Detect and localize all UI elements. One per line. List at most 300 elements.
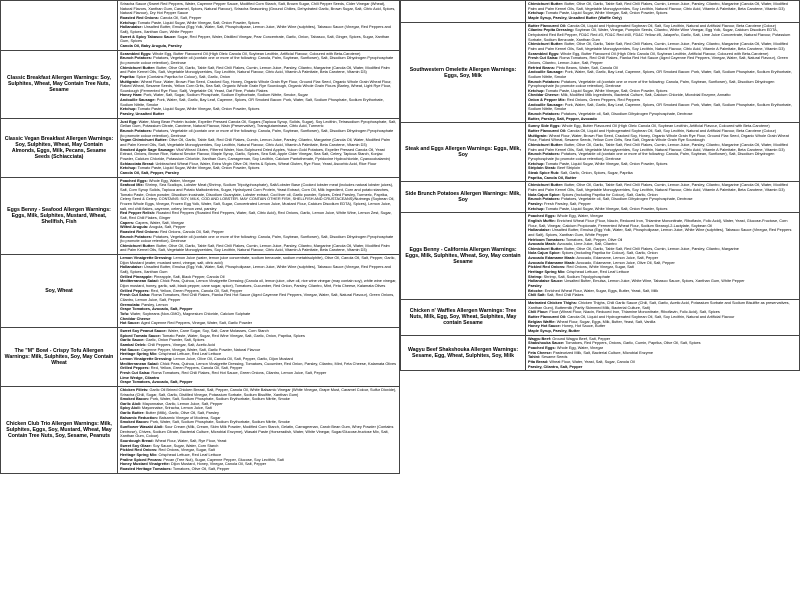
ingredient-item [120,2,397,16]
ingredient-label: Avocado Edamame Mash: [528,260,576,265]
ingredient-label: Butter Flavoured Oil: [528,129,567,134]
ingredient-text: Enriched Wheat Flour (Flour, Niacin, Reduced Iron, Thiamine Mononitrate, Riboflavin, Folic Acid), Water, Yeast, Glucose-Fructose, Corn Flour, Salt, Vinegar, Calcium Propionate, Fermented Wheat Flour, Sodium Stearoyl-2-Lactylate, Soybean Oil [528,218,788,228]
ingredient-text: Arugula, Salt, Pepper [149,225,186,230]
ingredient-label: Parsley: [528,201,543,206]
ingredient-text: Roma Tomatoes, Red Chili Flakes, Red Hot Sauce, Green Onions, Cilantro, Lemon Juice, Salt, Pepper [151,370,327,375]
ingredient-label: Andouille Sausage: [120,98,156,103]
dish-row [401,213,800,300]
ingredient-text: Butter, Olive Oil, Garlic, Table Salt, Red Chili Flakes, Cumin, Lemon Juice, Parsley, Cilantro, Margarine (Canola Oil, Water, Modified Palm and Palm Kernel Oils, Salt, Vegetable Monoglycerides, Soy Lecithin, Natural Flavour, Citric Acid, Vitamin A Palmitate, Beta Carotene, Vitamin D3) [120,243,390,253]
ingredient-item [528,70,797,79]
ingredient-label: Shrimp: [528,274,543,279]
ingredient-label: Parsley [528,284,542,289]
ingredient-text: Unbleached Wheat Flour, Water, Extra Virgin Olive Oil, Herbs & Spices, Wheat Gluten, Rye Flour, Yeast, Ascorbic Acid, Rice Flour [155,161,377,166]
allergen-table-left [0,0,400,474]
ingredient-label: Maple Syrup, Parsley, Unsalted Butter (Waffle Only) [528,15,622,20]
ingredient-list [118,177,400,255]
ingredient-label: Refried Beans: [528,65,556,70]
ingredient-label: Shakshouka Sauce: [528,341,565,346]
ingredient-text: Whole Egg, Water, Vinegar [556,214,604,219]
ingredient-item [120,44,397,49]
ingredient-label: English Muffin: [528,218,556,223]
ingredient-text: Tomatoes, Red Peppers, Onions, Garlic, Cumin, Paprika, Olive Oil, Salt, Spices [565,341,701,346]
ingredient-text: Canola Oil, Salt, Pepper [160,15,202,20]
ingredient-text: Roma Tomatoes, Red Chili Flakes, Fianka Red Hot Sauce (Aged Cayenne Red Peppers, Vinegar, Water, Salt, Natural Flavour), Green Onions, Cilantro, Lemon Juice, Salt, Pepper [528,56,788,65]
ingredient-text: Water, Cane Sugar, Soy, Salt, Cane Molasses, Corn Starch [167,328,269,333]
ingredient-item [120,321,397,326]
ingredient-label: Lemon Vinaigrette Dressing: [120,256,173,261]
ingredient-label: Lime Wedge, Cilantro [120,375,160,380]
ingredient-item [528,365,797,370]
ingredient-text: Milk, Modified Milk Ingredients, Bacterial Culture, Salt, Calcium Chloride, Microbial Enzyme, Annatto [560,93,731,98]
ingredient-label: Balsamic Reduction: [120,415,159,420]
ingredient-item [120,380,397,385]
ingredient-label: Chicken Fillets: [120,387,149,392]
dish-row [401,1,800,23]
ingredient-item [528,28,797,42]
ingredient-text: Tomatoes, Olive Oil, Salt, Pepper [172,467,230,471]
ingredient-list [118,50,400,118]
ingredient-label: Grilled Peppers: [120,288,150,293]
ingredient-label: Sambal Oelek: [120,342,147,347]
ingredient-text: Potatoes, Vegetable oil, Salt, Disodium Dihydrogen Pyrophosphate, Dextrose [561,112,693,117]
ingredient-label: Striploin Steak: [528,166,557,171]
dish-name: Soy, Wheat [1,255,118,328]
dish-row [1,177,400,255]
ingredient-label: Brunch Potatoes: [120,234,153,239]
ingredient-text: Pork, Water, Salt, Garlic, Bay Leaf, Cayenne, Spices, OR Smoked Bacon: Pork, Water, Salt, Sodium Phosphate, Sodium Erythorbate, Sodium Nitrite, Smoke [528,102,792,112]
ingredient-item [120,148,397,162]
ingredient-label: Belgian Waffle: [528,319,556,324]
ingredient-label: Mediterranean Salad: [120,279,159,284]
ingredient-label: Hot Sauce: [120,347,141,352]
ingredient-text: Pasteurized Milk, Salt, Bacterial Culture, Microbial Enzyme [553,350,653,355]
ingredient-label: Heritage Spring Mix: [120,352,158,357]
ingredient-text: Butter, Olive Oil, Garlic, Table Salt, Red Chili Flakes, Cumin, Lemon Juice, Parsley, Cilantro, Margarine (Canola Oil, Water, Modified Palm and Palm Kernel Oils, Salt, Vegetable Monoglycerides, Soy Lecithin, Natural Flavour, Citric Acid, Vitamin A Palmitate, Beta Carotene, Vitamin D3) [528,42,788,51]
ingredient-text: Potatoes, Vegetable oil, Salt, Disodium Dihydrogen Pyrophosphate, Dextrose [561,197,693,202]
dish-name [401,1,526,23]
dish-name: Chicken n' Waffles Allergen Warnings: Tree Nuts, Milk, Egg, Soy, Wheat, Sulphites, May contain Sesame [401,300,526,336]
ingredient-text: Garlic, Onion Powder, Salt, Spices [145,338,205,343]
ingredient-label: Smoked Bacon: [120,397,150,402]
ingredient-label: Honey Mustard Vinaigrette: [120,462,170,467]
ingredient-text: Olive Oil, Garlic, Table Salt, Red Chili Flakes, Cumin, Lemon Juice, Parsley, Cilantro, Margarine (Canola Oil, Water, Modified Palm and Palm Kernel Oils, Salt, Vegetable Monoglycerides, Soy Lecithin, Natural Flavour, Citric Acid, Vitamin A Palmitate, Beta Carotene, Vitamin D3) [120,138,390,148]
ingredient-item [528,80,797,89]
ingredient-item [528,301,797,310]
ingredient-label: Canola Oil, Salt, Pepper, Parsley [120,170,179,175]
ingredient-item [120,265,397,274]
ingredient-text: Flour (Wheat Flour, Niacin, Reduced Iron, Thiamine Mononitrate, Riboflavin, Folic Acid), Salt, Spices [549,310,720,315]
ingredient-list [118,386,400,473]
ingredient-label: Cilantro Pepita Dressing: [528,28,574,33]
ingredient-label: Marinated Chicken Thighs: [528,301,578,306]
ingredient-label: Poached Eggs: [120,178,148,183]
ingredient-label: Feta Cheese: [528,350,552,355]
ingredient-label: Heirloom Tomatoes: [528,237,565,242]
dish-name: Classic Vegan Breakfast Allergen Warnings: Soy, Sulphites, Wheat, May Contain Almonds, Eggs, Milk, Pecans, Sesame Seeds (Schiacciata) [1,118,118,177]
ingredient-label: Red Pepper Relish: [120,211,156,216]
ingredient-item [120,25,397,34]
ingredient-text: Pineapple, Salt, Black Pepper, Canola Oil [153,274,225,279]
ingredient-text: Avocado, Edamame, Lemon Juice, Salt, Pepper [576,256,659,261]
ingredient-item [120,171,397,176]
ingredient-label: Poached Eggs: [528,214,556,219]
dish-row [401,335,800,371]
ingredient-label: Spiced Tomato Sauce: [120,333,161,338]
ingredient-item [528,56,797,65]
ingredient-label: Nola Cajun Spice: [528,251,561,256]
dish-row [401,300,800,336]
dish-name: Side Brunch Potatoes Allergen Warnings: Milk, Soy [401,182,526,213]
ingredient-text: Potatoes, Vegetable oil (contain one or more of the following: Canola, Palm, Soybean, Sunflower), Salt, Disodium Dihydrogen Pyrophosphate (to promote colour retention), Dextrose [120,129,394,138]
ingredient-text: Potatoes, Vegetable oil (contain one or more of the following: Canola, Palm, Soybean, Sunflower), Salt, Disodium Dihydrogen Pyrophosphate (to promote colour retention), Dextrose [120,234,394,244]
ingredient-text: Whole Egg, Butter Flavoured Oil (High Oleic Canola Oil, Soybean Lecithin, Artificial Flavour, Coloured with Beta-Carotene) [152,51,361,56]
ingredient-label: Paprika, Canola Oil, Butter [528,175,577,180]
ingredient-text: Chili Peppers, Vinegar, Salt, Acetic Acid [147,342,216,347]
ingredient-label: Roasted Red Onions: [120,229,160,234]
ingredient-text: Cayenne Pepper, Vinegar, Water, Salt, Garlic Powder, Natural Flavour [141,347,261,352]
dish-row [1,1,400,51]
ingredient-text: Salt, Red Chili Flakes [546,293,584,298]
ingredient-text: Red Onions, Canola Oil, Salt, Pepper [160,229,224,234]
ingredient-label: Ketchup: [120,166,137,171]
ingredient-label: Gremolata: [120,302,141,307]
ingredient-label: Ketchup: [528,88,545,93]
ingredient-text: Potatoes, Vegetable oil (contain one or more of the following: Canola, Palm, Soybean, Sunflower), Salt, Disodium Dihydrogen Pyrophosphate (to promote colour retention), Dextrose [528,79,775,89]
ingredient-label: Brunch Potatoes: [528,152,561,157]
ingredient-text: Dijon Mustard, Honey, Vinegar, Canola Oil, Salt, Pepper [171,462,267,467]
dish-row [1,118,400,177]
ingredient-item [120,279,397,288]
ingredient-item [528,293,797,298]
ingredient-text: Wheat Flour, Water, Brown Flax Seed, Cracked Soy, Honey, Organic Whole Grain Rye Flour, Ground Flax Seed, Organic Whole Grain Wheat Flour, Flaked Wheat, Sesame Seeds, Yellow Corn Grits, Sea Salt, Organic Whole Grain Rye Sourdough [528,133,789,143]
dish-row [401,123,800,182]
dish-name: Wagyu Beef Shakshouka Allergen Warnings: Sesame, Egg, Wheat, Sulphites, Soy, Milk [401,335,526,371]
ingredient-text: Pork, Water, Salt, Garlic, Bay Leaf, Cayenne, Spices, OR Smoked Bacon: Pork, Water, Salt, Sodium Phosphate, Sodium Erythorbate, Sodium Nitrite, Smoke [120,98,384,107]
ingredient-text: Tomato Paste, Liquid Sugar, White Vinegar, Salt, Onion Powder, Spices [137,166,260,171]
ingredient-text: Whole Egg, Butter Flavoured Oil (High Oleic Canola Oil, Soybean Lecithin, Artificial Flavour, Coloured with Beta-Carotene) [560,51,769,56]
dish-name: Chicken Club Trio Allergen Warnings: Milk, Sulphites, Eggs, Soy, Mustard, Wheat, May Contain Tree Nuts, Soy, Sesame, Peanuts [1,386,118,473]
dish-row [401,22,800,123]
ingredient-label: Garlic Aioli: [120,401,142,406]
ingredient-item [528,134,797,143]
ingredient-label: Andouille Sausage: [528,70,564,75]
ingredient-text: Beef Striploin [557,166,581,171]
ingredient-text: Chick Peas, Quinoa, Lemon Vinaigrette Dressing, Tomatoes, Cucumber, Red Onion, Parsley, Cilantro, Mint, Feta Cheese, Kalamata Olives [159,361,397,366]
ingredient-label: Honey Ham: [120,93,143,98]
ingredient-text: Butter, Olive Oil, Garlic, Table Salt, Red Chili Flakes, Cumin, Lemon Juice, Parsley, Cilantro, Margarine (Canola Oil, Water, Modified Palm and Palm Kernel Oils, Salt, Vegetable Monoglycerides, Soy Lecithin, Natural Flavour, Citric Acid, Vitamin A Palmitate, Beta Carotene, Vitamin D3) [528,183,788,192]
ingredient-item [120,56,397,65]
ingredient-label: Smoked Bacon: [120,420,150,425]
ingredient-label: Heritage Spring Mix: [120,453,158,458]
ingredient-text: Red, Yellow, Green Peppers, Canola Oil, Salt, Pepper [150,288,243,293]
dish-row [1,255,400,328]
ingredient-label: Paprika: [120,74,136,79]
ingredient-label: Wagyu Beef: [528,336,552,341]
ingredient-label: Mediterranean Salad: [120,361,159,366]
ingredient-text: Pinto Beans, Water, Salt, Canola Oil [556,65,618,70]
ingredient-list [526,335,800,371]
ingredient-text: Unsalted Butter, Emulsa (Egg Yolk, Water, Salt, Phospholipase, Lemon Juice, White Wine (sulphites), Tabasco Sauce (Vinegar, Red Peppers and Salt), Spices, Xanthan Gum, White Pepper [528,228,792,237]
ingredient-item [528,117,797,122]
ingredient-text: Wheat Flour, Sugar, Eggs, Milk, Butter, Yeast, Salt, Vanilla [556,319,656,324]
dish-name: Classic Breakfast Allergen Warnings: Soy, Sulphites, Wheat, May Contain Tree Nuts, Sesame [1,50,118,118]
right-column [400,0,800,600]
ingredient-label: Chimichurri Butter: [120,243,156,248]
ingredient-label: Brunch Potatoes: [528,79,561,84]
ingredient-text: Mayonnaise, Garlic, Lemon Juice, Salt, Pepper [142,401,223,406]
ingredient-text: Tomato Paste, Liquid Sugar, White Vinegar, Salt, Onion Powder, Spices [545,161,668,166]
ingredient-label: Multigrain: [120,79,140,84]
ingredient-label: Schiacciata Bread: [120,161,155,166]
ingredient-text: Canola Oil, Liquid and Hydrogenated Soybean Oil, Salt, Soy Lecithin, Natural and Artificial Flavour, Beta Carotene (Colour) [567,129,777,134]
ingredient-text: Capers, Water, Salt, Vinegar [135,220,184,225]
dish-name: The "M" Bowl - Crispy Tofu Allergen Warnings: Milk, Sulphites, Soy, May Contain Wheat [1,327,118,386]
ingredient-text: Tomato Paste, Liquid Sugar, White Vinegar, Salt, Onion Powder, Spices [545,206,668,211]
ingredient-text: Avocado, Lime Juice, Salt, Cilantro [557,242,617,247]
ingredient-text: Garlic Oil Brined Chicken Breast, Salt, Pepper, Canola Oil, White Balsamic Vinegar (White Vinegar, Grape Must, Caramel Colour, Sulfur Dioxide), Sriracha (Chili, Sugar, Salt, Garlic, Distilled Vinegar, Potassium Sorbate, Sodium Bisulfite, Xanthan Gum) [120,387,397,397]
ingredient-label: Seafood Mix: [120,183,144,188]
ingredient-text: Wheat Flour, Water, Brown Flax Seed, Cracked Soy, Honey, Organic Whole Grain Rye Flour, Ground Flax Seed, Organic Whole Grain Wheat Flour, Flaked Wheat, Sesame Seeds, Yellow Corn Grits, Sea Salt, Organic Whole Grain Rye Sourdough, Organic Whole Grain Flours (Barley, Wheat, Light Rye Flour, Sourdough (Fermented Rye Flour, Salt), Vegetable Oil, Yeast, Oat Fibre, Potato Flakes [120,79,392,93]
ingredient-text: Butter, Olive Oil, Garlic, Table Salt, Red Chili Flakes, Cumin, Lemon Juice, Parsley, Cilantro, Margarine (Canola Oil, Water, Modified Palm and Palm Kernel Oils, Salt, Vegetable Monoglycerides, Soy Lecithin, Natural Flavour, Citric Acid, Vitamin A Palmitate, Beta Carotene, Vitamin D3) [528,2,788,11]
ingredient-item [120,211,397,220]
ingredient-text: Crisphead Lettuce, Red Leaf Lettuce [158,352,222,357]
ingredient-label: Ketchup: [120,20,137,25]
ingredient-label: Brunch Potatoes: [120,56,153,61]
ingredient-item [120,256,397,265]
ingredient-item [120,129,397,138]
ingredient-text: Red Onions, Vinegar, Sugar, Salt [158,448,215,453]
ingredient-label: Wilted Arugula: [120,225,149,230]
ingredient-label: Sweet Soy Glaze: [120,443,152,448]
ingredient-text: Wheat Flour, Water, Salt, Rye Flour, Yeast [154,439,227,444]
ingredient-item [528,207,797,212]
ingredient-item [120,244,397,253]
ingredient-text: Unsalted Butter, Emulsa (Egg Yolk, Water, Salt, Phospholipase, Lemon Juice, White Wine (sulphites), Tabasco Sauce (Vinegar, Red Peppers and Salt), Spices, Xanthan Gum, White Pepper [120,25,391,34]
ingredient-text: Salt, Garlic, Onion, Spices, Sugar, Paprika [560,170,633,175]
ingredient-text: Parsley, Lemon [141,302,168,307]
ingredient-text: Balsamic Vinegar of Modena, Sugar [159,415,221,420]
ingredient-label: Grilled Pineapple: [120,274,153,279]
dish-name: Eggs Benny - California Allergen Warnings: Eggs, Milk, Sulphites, Wheat, Soy, May contain Sesame [401,213,526,300]
ingredient-text: Pork, Water, Salt, Sodium Phosphate, Sodium Erythorbate, Sodium Nitrite, Smoke [150,397,290,402]
ingredient-label: Capers: [120,220,135,225]
ingredient-item [528,152,797,161]
allergen-table-right [400,0,800,371]
ingredient-item [120,425,397,439]
ingredient-text: Tomato Paste, Liquid Sugar, White Vinegar, Salt, Onion Powder, Spices [545,88,668,93]
ingredient-text: Aged Cayenne Red Peppers, Vinegar, Water, Salt, Garlic Powder [140,321,253,326]
ingredient-label: Scrambled Eggs: [120,51,152,56]
ingredient-label: Multigrain: [528,133,548,138]
ingredient-label: Sunflower Wasabi Aioli: [120,425,164,430]
ingredient-text: Chicken Thighs, Chili Garlic Sauce (Chili, Salt, Garlic, Acetic Acid, Potassium Sorbate and Sodium Bisulfite as preservatives, Xanthan Gum), Buttermilk (Partly Skimmed Milk, Bacterial Culture, Salt) [528,301,790,310]
ingredient-label: Fresh Cut Salsa: [120,370,151,375]
ingredient-label: Sourdough Bread: [120,439,154,444]
dish-name: Eggs Benny - Seafood Allergen Warnings: Eggs, Milk, Sulphites, Mustard, Wheat, Shellfish, Fish [1,177,118,255]
ingredient-label: Cheddar Cheese: [528,93,560,98]
ingredient-text: Whole Egg, Water, Vinegar [556,345,604,350]
ingredient-label: Lemon Vinaigrette Dressing: [120,356,173,361]
ingredient-text: Butter, Olive Oil, Garlic, Table Salt, Red Chili Flakes, Cumin, Lemon Juice, Parsley, Cilantro, Margarine (Canola Oil, Water, Modified Palm and Palm Kernel Oils, Salt, Vegetable Monoglycerides, Soy Lecithin, Natural Flavour, Citric Acid, Vitamin A Palmitate, Beta Carotene, Vitamin D3) [120,65,390,75]
ingredient-item [120,293,397,302]
ingredient-label: Avocado Mash: [528,242,557,247]
ingredient-text: Tomato Paste, Liquid Sugar, White Vinegar, Salt, Onion Powder, Spices [137,107,260,112]
ingredient-label: Pickled Red Onions: [120,448,158,453]
ingredient-label: Sweet & Spicy Tabasco Sauce: [120,34,177,39]
ingredient-label: Tahini: [528,355,541,360]
ingredient-label: Garlic Butter: [120,411,145,416]
ingredient-text: Whole Egg, Water, Vinegar [148,178,196,183]
ingredient-text: Unsalted Butter, Emulsa (Egg Yolk, Water, Salt, Phospholipase, Lemon Juice, White Wine (sulphites), Tabasco Sauce (Vinegar, Red Peppers and Salt), Spices, Xanthan Gum [120,265,391,275]
ingredient-text: Soy Sauce, Sugar, Water, Corn Starch [152,443,219,448]
ingredient-text: Vital Wheat Gluten, Filtered Water, Non-Sulphured Dried Apples, Yukon Gold Potatoes, Expeller Pressed Canola Oil, Yeast Extract, Onions, Brown Rice, Natural Smoke Flavour, Maple Syrup, Garlic, Spices, Sea Salt, Apple Cider Vinegar, Sea Salt, Celery, Tapioca Starch, Konjac Powder, Calcium Chloride, Potassium Chloride, Xanthan Gum, Carrageenan, Soy Lecithin, Calcium Pantothenate, Pyridoxine Hydrochloride, Cyanocobalamin) [120,147,391,161]
dish-name: Steak and Eggs Allergen Warnings: Eggs, Milk, Soy [401,123,526,182]
ingredient-item [120,66,397,75]
ingredient-list [118,118,400,177]
ingredient-list [526,22,800,123]
ingredient-text: Canola Oil, Liquid and Hydrogenated Soybean Oil, Salt, Soy Lecithin, Natural and Artificial Flavour [567,315,735,319]
ingredient-label: Spicy Aioli: [120,406,141,411]
ingredient-item [120,467,397,472]
ingredient-label: Roasted Red Onions: [120,15,160,20]
ingredient-text: Pork, Water, Salt, Sugar, Sodium Phosphate, Sodium Erythorbate, Sodium Nitrite, Smoke, Sugar [143,93,308,98]
ingredient-item [528,2,797,11]
ingredient-label: Tofu: [120,312,130,316]
ingredient-text: Lemon Juice (water, lemon juice concentrate, sodium benzoate, sodium metabisulphite), Olive Oil, Canola Oil, Salt, Pepper, Garlic, Dijon Mustard (water, mustard seed, vinegar, salt, citric acid) [120,256,396,265]
ingredient-text: Pork, Water, Salt, Garlic, Bay Leaf, Cayenne, Spices, OR Smoked Bacon: Pork, Water, Salt, Sodium Phosphate, Sodium Erythorbate, Sodium Nitrite, Smoke [528,70,792,79]
ingredient-label: Ketchup: [528,206,545,211]
ingredient-label: Fresh Cut Salsa: [528,56,559,61]
ingredient-text: Potatoes, Vegetable oil (contain one or more of the following: Canola, Palm, Soybean, Sunflower), Salt, Disodium Dihydrogen Pyrophosphate (to promote colour retention), Dextrose [120,56,394,65]
ingredient-label: Chili Flour: [528,310,549,315]
dish-row [1,386,400,473]
ingredient-label: Canola Oil, Baby Arugula, Parsley [120,43,182,48]
ingredient-item [120,112,397,117]
ingredient-text: Fresh Parsley, Salt, Pepper [544,201,591,206]
ingredient-text: Canola Oil, Liquid and Hydrogenated Soybean Oil, Salt, Soy Lecithin, Natural and Artificial Flavour, Beta Carotene (Colour) [567,23,777,28]
dish-name: Southwestern Omelette Allergen Warnings: Eggs, Soy, Milk [401,22,526,123]
ingredient-text: Butter, Olive Oil, Garlic, Table Salt, Red Chili Flakes, Cumin, Lemon Juice, Parsley, Cilantro, Margarine [564,246,739,251]
ingredient-text: Spices (Including Paprika for Colour), Salt, Garlic, Onion [561,192,658,197]
ingredient-label: Fresh Cut Salsa: [120,293,151,298]
ingredient-item [528,42,797,51]
ingredient-text: Whole Egg, Butter Flavoured Oil (High Oleic Canola Oil, Soybean Lecithin, Artificial Flavour, Coloured with Beta-Carotene) [561,124,770,129]
ingredient-text: Sour Cream (Milk, Cream, Skim Milk Powder, Modified Corn Starch, Gelatin, Carrageenan, Carob Bean Gum, Whey Powder (Contains Dextrose), Chives, Sodium Citrate, Bacterial Culture, Microbial Enzyme), Wasabi Paste (Horseradish, Water, White Vinegar, Sugar/Glucose-fructose Mix, Salt, Xanthan Gum, Colour) [120,425,394,439]
ingredient-text: Red Onions, Green Peppers, Red Peppers [566,98,640,103]
ingredient-label: Pickled Red Onions: [528,265,566,270]
ingredient-label: Ketchup: [528,11,545,16]
dish-row [1,327,400,386]
ingredient-list [526,213,800,300]
ingredient-item [120,138,397,147]
ingredient-text: Roasted Red Peppers (Roasted Red Peppers, Water, Salt, Citric Acid), Red Onions, Garlic, Lemon Juice, White Wine, Lemon Zest, Sugar, Salt, Red Chili Flakes, Ginger [120,211,392,220]
ingredient-label: Praline Spiced Pecans: [120,457,163,462]
ingredient-text: Potatoes, Vegetable oil (contain one or more of the following: Canola, Palm, Soybean, Sunflower), Salt, Disodium Dihydrogen Pyrophosphate (to promote colour retention), Dextrose [528,152,775,161]
ingredient-label: Just Egg: [120,119,138,124]
ingredient-label: Nola Cajun Spice: [528,192,561,197]
ingredient-item [528,143,797,152]
ingredient-text: Sesame Seeds [541,355,568,360]
ingredient-label: Grilled Peppers: [120,366,150,371]
ingredient-label: Hot Sauce: [120,321,141,326]
ingredient-text: Sugar, Red Pepper, Water, Distilled Vinegar, Pear Concentrate, Garlic, Onion, Tabasco, Salt, Ginger, Spices, Sugar, Xanthan Gum, Spices [120,34,390,44]
ingredient-text: Chick Peas, Quinoa, Lemon Vinaigrette Dressing (Canola oil, lemon juice, olive oil, rice wine vinegar (may contain soy), white wine vinegar, Dijon mustard, honey, garlic, salt, black pepper, cane sugar, spice), Tomatoes, Cucumber, Red Onion, Parsley, Cilantro, Mint, Feta Cheese, Kalamata Olives [120,279,397,289]
ingredient-item [120,388,397,397]
ingredient-text: Red Onions, White Vinegar, Sugar, Salt [566,265,634,270]
ingredient-item [528,329,797,334]
ingredient-text: Enriched Wheat Flour, Water, Sugar, Eggs, Butter, Yeast, Salt, Milk [544,288,659,293]
dish-row [1,50,400,118]
ingredient-label: Hollandaise Sauce: [528,279,564,284]
ingredient-label: Chimichurri Butter: [528,183,564,188]
ingredient-label: Hollandaise: [528,228,551,233]
ingredient-label: Chimichurri Butter: [528,42,564,47]
ingredient-label: Hollandaise: [120,265,143,270]
ingredient-text: Pork, Water, Salt, Sodium Phosphate, Sodium Erythorbate, Sodium Nitrite, Smoke [150,420,290,425]
ingredient-label: Ketchup: [120,107,137,112]
ingredient-label: Parsley, Cilantro, Salt, Pepper [528,364,583,369]
ingredient-text: Tomato Paste, Liquid Sugar, White Vinegar, Salt, Onion Powder, Spices [137,20,260,25]
ingredient-text: Tomato Paste, Liquid Sugar, White Vinegar, Salt, Onion Powder, Spices [545,11,668,16]
ingredient-label: Heritage Spring Mix: [528,270,566,275]
ingredient-list [118,1,400,51]
ingredient-label: Smoked Apple Sage Sausage: [120,147,175,152]
ingredient-label: Pita Bread: [528,359,549,364]
ingredient-item [120,235,397,244]
ingredient-label: Grape Tomatoes, Avocado, Salt, Pepper [120,380,193,385]
ingredient-label: Roasted Heritage Tomatoes: [120,467,172,471]
ingredient-item [528,103,797,112]
ingredient-label: Avocado Edamame Mash: [528,256,576,261]
ingredient-label: Ketchup: [528,161,545,166]
ingredient-label: Steak Spice Rub: [528,170,560,175]
ingredient-text: Spices (Including Paprika for Colour), Salt, Garlic, Onion [561,251,658,256]
ingredient-item [528,183,797,192]
ingredient-text: Roma Tomatoes, Red Chili Flakes, Fianka Red Hot Sauce (Aged Cayenne Red Peppers, Vinegar, Water, Salt, Natural Flavour), Green Onions, Cilantro, Lemon Juice, Salt, Pepper [120,293,395,303]
ingredient-label: Parsley, Unsalted Butter [120,112,165,117]
ingredient-item [120,80,397,94]
ingredient-list [118,255,400,328]
ingredient-label: Brunch Potatoes: [528,112,561,117]
ingredient-text: Shrimp, Salt, Sodium Tripolyphosphate [543,274,611,279]
ingredient-text: Butter (Milk), Garlic, Olive Oil, Salt, Parsley [145,411,219,416]
ingredient-label: Maple Syrup, Parsley, Butter [528,328,580,333]
ingredient-label: Brunch Potatoes: [528,197,561,202]
ingredient-item [120,183,397,211]
ingredient-label: Chili Salt: [528,293,546,298]
ingredient-text: Soybean Oil, Water, Vinegar, Pumpkin Seeds, Cilantro, White Wine Vinegar, Egg Yolk, Sugar, Calcium Disodium EDTA, Dehydrated Red Bell Pepper, FD&C Red #3, FD&C Red #40, FD&C Yellow #5, Jalapeño, Garlic, Salt, Lime Juice Concentrate, Natural Flavour, Potassium Sorbate, Sodium Benzoate, Xanthan Gum [528,28,791,42]
ingredient-list [526,182,800,213]
ingredient-item [528,176,797,181]
ingredient-label: Sweet Soy Peanut Sauce: [120,328,167,333]
ingredient-text: Water, Mung Bean Protein Isolate, Expeller Pressed Canola Oil, Sugars (Tapioca Syrup, Solids, Sugar), Soy Lecithin, Tetrasodium Pyrophosphate, Salt, Gellan Gum, Potassium Citrate, Carotene, Natural Flavour, Nisin (Preservative), Transglutaminase, Citric Acid, Turmeric [120,119,397,129]
ingredient-text: Tomato Paste, Water, Sugar, Red Wine Vinegar, Salt, Garlic, Onion, Paprika, Spices [161,333,305,338]
ingredient-label: Grape Tomatoes, Avocado, Salt, Pepper [120,307,193,312]
ingredient-label: Chimichurri Butter: [528,143,564,148]
ingredient-text: Mayonnaise, Sriracha, Lemon Juice, Salt [141,406,212,411]
ingredient-label: Hollandaise: [120,25,143,30]
ingredient-text: Water, Soybeans (Non-GMO), Magnesium Chloride, Calcium Sulphate [130,312,251,316]
ingredient-text: Crisphead Lettuce, Red Leaf Lettuce [158,453,222,458]
ingredient-item [528,219,797,228]
ingredient-label: Chimichurri Butter: [528,246,564,251]
ingredient-text: Crisphead Lettuce, Red Leaf Lettuce [566,270,630,275]
ingredient-list [526,300,800,336]
ingredient-list [526,1,800,23]
ingredient-text: Lemon Juice, Olive Oil, Canola Oil, Salt, Pepper, Garlic, Dijon Mustard [173,356,293,361]
ingredient-list [526,123,800,182]
ingredient-text: Tomatoes, Salt, Pepper, Olive Oil [565,237,623,242]
